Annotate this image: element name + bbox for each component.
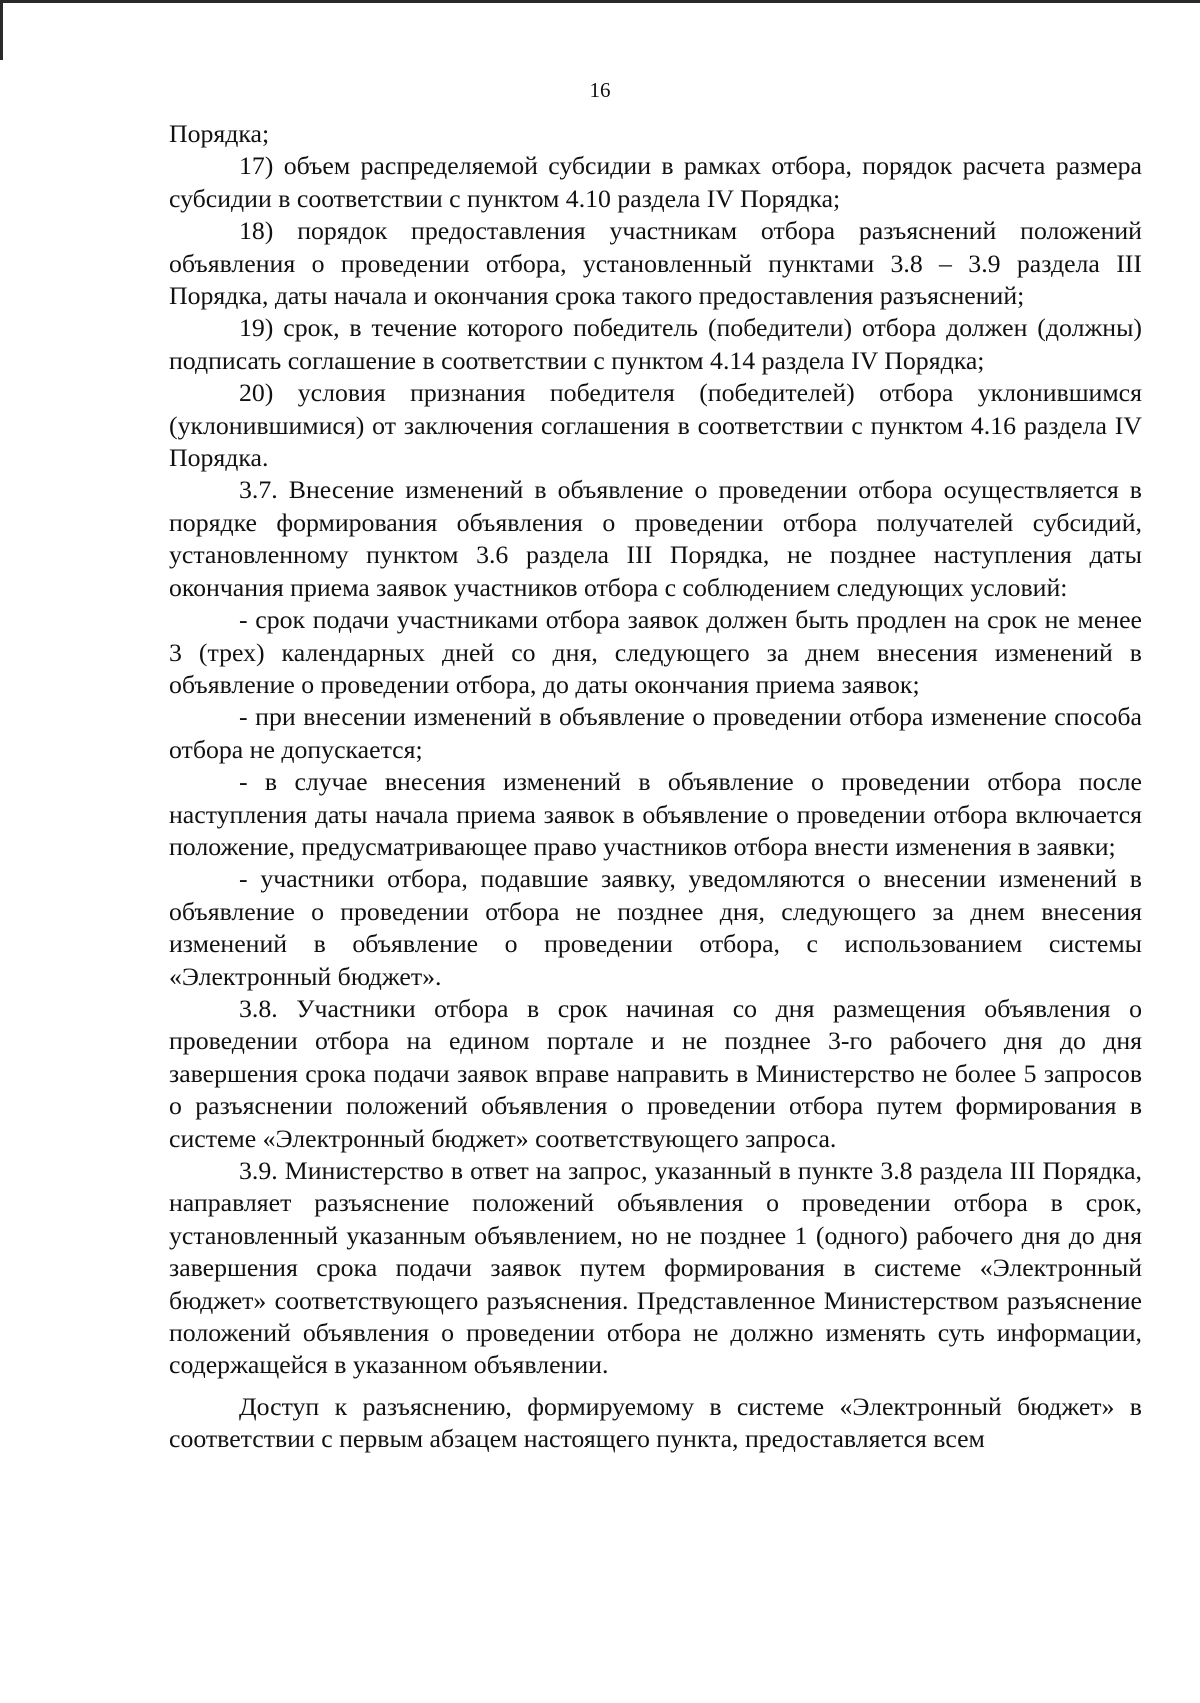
paragraph-item-19: 19) срок, в течение которого победитель (победители) отбора должен (должны) подписать соглашение в соответствии с пунктом 4.14 раздела IV Порядка; — [169, 313, 1142, 375]
paragraph-condition-4: - участники отбора, подавшие заявку, уведомляются о внесении изменений в объявление о проведении отбора не позднее дня, следующего за днем внесения изменений в объявление о проведении отбора, с использованием системы «Электронный бюджет». — [169, 864, 1142, 991]
paragraph-condition-3: - в случае внесения изменений в объявление о проведении отбора после наступления даты начала приема заявок в объявление о проведении отбора включается положение, предусматривающее право участников отбора внести изменения в заявки; — [169, 767, 1142, 861]
paragraph-condition-2: - при внесении изменений в объявление о проведении отбора изменение способа отбора не допускается; — [169, 702, 1142, 764]
scan-edge-left — [0, 0, 3, 60]
paragraph-item-20: 20) условия признания победителя (победителей) отбора уклонившимся (уклонившимися) от заключения соглашения в соответствии с пунктом 4.16 раздела IV Порядка. — [169, 378, 1142, 473]
scan-edge-top — [0, 0, 1200, 3]
paragraph-section-3-8: 3.8. Участники отбора в срок начиная со дня размещения объявления о проведении отбора на едином портале и не позднее 3-го рабочего дня до дня завершения срока подачи заявок вправе направить в Министерство не более 5 запросов о разъяснении положений объявления о проведении отбора путем формирования в системе «Электронный бюджет» соответствующего запроса. — [169, 993, 1142, 1153]
paragraph-section-3-9: 3.9. Министерство в ответ на запрос, указанный в пункте 3.8 раздела III Порядка, направляет разъяснение положений объявления о проведении отбора в срок, установленный указанным объявлением, но не позднее 1 (одного) рабочего дня до дня завершения срока подачи заявок путем формирования в системе «Электронный бюджет» соответствующего разъяснения. Представленное Министерством разъяснение положений объявления о проведении отбора не должно изменять суть информации, содержащейся в указанном объявлении. — [169, 1156, 1142, 1380]
paragraph-0: Порядка; — [169, 119, 270, 148]
paragraph-access: Доступ к разъяснению, формируемому в системе «Электронный бюджет» в соответствии с первым абзацем настоящего пункта, предоставляется всем — [169, 1391, 1142, 1454]
paragraph-item-18: 18) порядок предоставления участникам отбора разъяснений положений объявления о проведении отбора, установленный пунктами 3.8 – 3.9 раздела III Порядка, даты начала и окончания срока такого предоставления разъяснений; — [169, 216, 1142, 311]
paragraph-condition-1: - срок подачи участниками отбора заявок должен быть продлен на срок не менее 3 (трех) календарных дней со дня, следующего за днем внесения изменений в объявление о проведении отбора, до даты окончания приема заявок; — [169, 605, 1142, 699]
paragraph-section-3-7: 3.7. Внесение изменений в объявление о проведении отбора осуществляется в порядке формирования объявления о проведении отбора получателей субсидий, установленному пунктом 3.6 раздела III Порядка, не позднее наступления даты окончания приема заявок участников отбора с соблюдением следующих условий: — [169, 475, 1142, 602]
page-number: 16 — [589, 78, 611, 102]
paragraph-item-17: 17) объем распределяемой субсидии в рамках отбора, порядок расчета размера субсидии в соответствии с пунктом 4.10 раздела IV Порядка; — [169, 151, 1142, 213]
document-body — [169, 118, 1142, 1456]
